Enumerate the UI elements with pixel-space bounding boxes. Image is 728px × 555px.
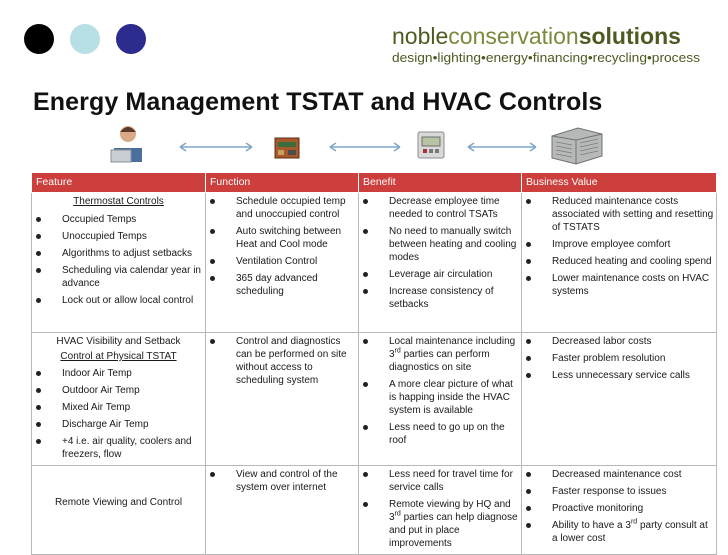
- benefit-text: Local maintenance including 3: [389, 336, 516, 360]
- list-item: [363, 498, 519, 550]
- person-at-laptop-image: [110, 122, 146, 164]
- list-item: Algorithms to adjust setbacks: [36, 247, 203, 260]
- feature-subtitle: Control at Physical TSTAT: [60, 351, 177, 362]
- ordinal-suffix: rd: [394, 510, 401, 518]
- benefit-cell: [359, 333, 522, 466]
- logo-solutions: solutions: [578, 23, 681, 49]
- list-item: Scheduling via calendar year in advance: [36, 264, 203, 290]
- company-logo: [392, 20, 722, 72]
- benefit-cell: [359, 193, 522, 333]
- feature-cell: [32, 466, 206, 555]
- list-item: Increase consistency of setbacks: [363, 285, 519, 311]
- list-item: Leverage air circulation: [363, 268, 519, 281]
- table-row-remote-viewing: [32, 466, 717, 555]
- table-header-row: [32, 173, 717, 193]
- logo-conservation: conservation: [448, 23, 579, 49]
- business-value-cell: [522, 466, 717, 555]
- list-item: [526, 519, 714, 545]
- list-item: Lock out or allow local control: [36, 294, 203, 307]
- wall-thermostat-image: [416, 130, 446, 160]
- ordinal-suffix: rd: [630, 518, 638, 526]
- benefit-text: parties can perform diagnostics on site: [389, 349, 490, 373]
- feature-title: Remote Viewing and Control: [54, 497, 183, 508]
- connection-arrow: [326, 140, 404, 154]
- list-item: [363, 335, 519, 374]
- list-item: Outdoor Air Temp: [36, 384, 203, 397]
- navy-dot: [116, 24, 146, 54]
- list-item: Auto switching between Heat and Cool mode: [210, 225, 356, 251]
- header-business-value: Business Value: [522, 173, 717, 193]
- logo-tagline: design•lighting•energy•financing•recycling•process: [392, 50, 701, 65]
- function-cell: [206, 333, 359, 466]
- value-text: party consult at a lower cost: [552, 520, 708, 544]
- list-item: Lower maintenance costs on HVAC systems: [526, 272, 714, 298]
- list-item: Less need to go up on the roof: [363, 421, 519, 447]
- list-item: Decrease employee time needed to control TSATs: [363, 195, 519, 221]
- list-item: Faster response to issues: [526, 485, 714, 498]
- ordinal-suffix: rd: [394, 347, 401, 355]
- list-item: Unoccupied Temps: [36, 230, 203, 243]
- feature-title: HVAC Visibility and Setback: [56, 336, 181, 347]
- feature-title: Thermostat Controls: [73, 196, 164, 207]
- connection-arrow: [176, 140, 256, 154]
- value-text: Ability to have a 3: [552, 520, 631, 531]
- list-item: Less need for travel time for service calls: [363, 468, 519, 494]
- list-item: Discharge Air Temp: [36, 418, 203, 431]
- feature-cell: [32, 333, 206, 466]
- table-row-hvac-visibility: [32, 333, 717, 466]
- list-item: Indoor Air Temp: [36, 367, 203, 380]
- logo-noble: noble: [392, 23, 449, 49]
- benefit-text: Remote viewing by HQ and 3: [389, 499, 511, 523]
- table-row-thermostat: [32, 193, 717, 333]
- light-blue-dot: [70, 24, 100, 54]
- black-dot: [24, 24, 54, 54]
- list-item: Reduced heating and cooling spend: [526, 255, 714, 268]
- feature-cell: [32, 193, 206, 333]
- list-item: Faster problem resolution: [526, 352, 714, 365]
- list-item: 365 day advanced scheduling: [210, 272, 356, 298]
- header-feature: Feature: [32, 173, 206, 193]
- list-item: Decreased labor costs: [526, 335, 714, 348]
- connection-arrow: [464, 140, 540, 154]
- list-item: Less unnecessary service calls: [526, 369, 714, 382]
- header-benefit: Benefit: [359, 173, 522, 193]
- svg-text:nobleconservationsolutions: [392, 23, 681, 49]
- list-item: View and control of the system over internet: [210, 468, 356, 494]
- function-cell: [206, 466, 359, 555]
- benefit-cell: [359, 466, 522, 555]
- list-item: Decreased maintenance cost: [526, 468, 714, 481]
- rooftop-hvac-unit-image: [548, 126, 604, 166]
- page-title: Energy Management TSTAT and HVAC Controls: [33, 88, 603, 116]
- list-item: Improve employee comfort: [526, 238, 714, 251]
- list-item: A more clear picture of what is happing inside the HVAC system is available: [363, 378, 519, 417]
- header-function: Function: [206, 173, 359, 193]
- list-item: +4 i.e. air quality, coolers and freezers, flow: [36, 435, 203, 461]
- business-value-cell: [522, 333, 717, 466]
- benefit-text: parties can help diagnose and put in place improvements: [389, 512, 518, 549]
- list-item: Reduced maintenance costs associated with setting and resetting of TSTATS: [526, 195, 714, 234]
- list-item: Mixed Air Temp: [36, 401, 203, 414]
- list-item: No need to manually switch between heating and cooling modes: [363, 225, 519, 264]
- business-value-cell: [522, 193, 717, 333]
- list-item: Occupied Temps: [36, 213, 203, 226]
- features-table: [31, 172, 717, 555]
- list-item: Proactive monitoring: [526, 502, 714, 515]
- function-cell: [206, 193, 359, 333]
- thermostat-controller-image: [274, 136, 300, 160]
- list-item: Control and diagnostics can be performed on site without access to scheduling system: [210, 335, 356, 387]
- list-item: Ventilation Control: [210, 255, 356, 268]
- list-item: Schedule occupied temp and unoccupied control: [210, 195, 356, 221]
